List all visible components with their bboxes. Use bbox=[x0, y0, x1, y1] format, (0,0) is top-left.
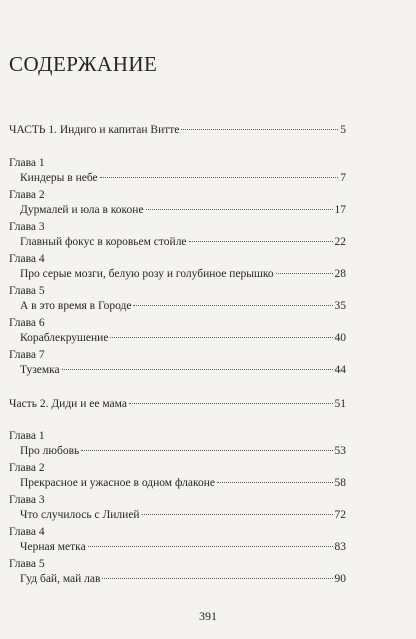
chapter-title: Главный фокус в коровьем стойле bbox=[20, 236, 187, 248]
chapter-title: Киндеры в небе bbox=[20, 172, 98, 184]
chapter-entry bbox=[20, 332, 346, 348]
chapter-label: Глава 2 bbox=[9, 189, 45, 201]
chapter-label: Глава 2 bbox=[9, 462, 45, 474]
page-number: 35 bbox=[334, 300, 346, 312]
chapter-title: Про любовь bbox=[20, 445, 80, 457]
page-number: 83 bbox=[334, 541, 346, 553]
chapter-label: Глава 4 bbox=[9, 253, 45, 265]
chapter-label: Глава 4 bbox=[9, 526, 45, 538]
chapter-entry bbox=[20, 236, 346, 252]
chapter-entry bbox=[20, 172, 346, 188]
chapter-entry bbox=[20, 445, 346, 461]
dot-leader bbox=[81, 450, 332, 451]
page-number: 58 bbox=[334, 477, 346, 489]
toc-heading: СОДЕРЖАНИЕ bbox=[9, 52, 158, 76]
dot-leader bbox=[110, 337, 332, 338]
dot-leader bbox=[146, 209, 333, 210]
chapter-entry bbox=[20, 477, 346, 493]
chapter-entry bbox=[20, 541, 346, 557]
page-number: 28 bbox=[334, 268, 346, 280]
chapter-label: Глава 1 bbox=[9, 430, 45, 442]
dot-leader bbox=[129, 403, 333, 404]
chapter-title: Про серые мозги, белую розу и голубиное перышко bbox=[20, 268, 274, 280]
dot-leader bbox=[189, 241, 333, 242]
dot-leader bbox=[62, 369, 333, 370]
chapter-title: Туземка bbox=[20, 364, 60, 376]
dot-leader bbox=[181, 129, 338, 130]
chapter-title: Кораблекрушение bbox=[20, 332, 109, 344]
chapter-label: Глава 5 bbox=[9, 285, 45, 297]
chapter-title: А в это время в Городе bbox=[20, 300, 132, 312]
chapter-entry bbox=[20, 573, 346, 589]
dot-leader bbox=[100, 177, 339, 178]
part-entry bbox=[9, 398, 346, 414]
part-title: Часть 2. Диди и ее мама bbox=[9, 398, 127, 410]
chapter-entry bbox=[20, 300, 346, 316]
page-number: 40 bbox=[334, 332, 346, 344]
chapter-entry bbox=[20, 268, 346, 284]
chapter-entry bbox=[20, 509, 346, 525]
chapter-label: Глава 3 bbox=[9, 494, 45, 506]
chapter-label: Глава 6 bbox=[9, 317, 45, 329]
part-entry bbox=[9, 124, 346, 140]
dot-leader bbox=[217, 482, 333, 483]
dot-leader bbox=[276, 273, 333, 274]
dot-leader bbox=[133, 305, 332, 306]
chapter-label: Глава 7 bbox=[9, 349, 45, 361]
chapter-title: Гуд бай, май лав bbox=[20, 573, 101, 585]
page-number: 72 bbox=[334, 509, 346, 521]
dot-leader bbox=[88, 546, 333, 547]
dot-leader bbox=[102, 578, 332, 579]
chapter-entry bbox=[20, 364, 346, 380]
page-number: 44 bbox=[334, 364, 346, 376]
chapter-label: Глава 5 bbox=[9, 558, 45, 570]
dot-leader bbox=[142, 514, 333, 515]
page-number: 22 bbox=[334, 236, 346, 248]
chapter-label: Глава 3 bbox=[9, 221, 45, 233]
page-number: 7 bbox=[340, 172, 346, 184]
chapter-entry bbox=[20, 204, 346, 220]
page-folio: 391 bbox=[199, 609, 217, 623]
page-number: 17 bbox=[334, 204, 346, 216]
page-number: 5 bbox=[340, 124, 346, 136]
page-number: 51 bbox=[334, 398, 346, 410]
chapter-title: Черная метка bbox=[20, 541, 86, 553]
chapter-title: Что случилось с Лилией bbox=[20, 509, 140, 521]
page-number: 90 bbox=[334, 573, 346, 585]
part-title: ЧАСТЬ 1. Индиго и капитан Витте bbox=[9, 124, 180, 136]
chapter-title: Прекрасное и ужасное в одном флаконе bbox=[20, 477, 215, 489]
page-number: 53 bbox=[334, 445, 346, 457]
chapter-label: Глава 1 bbox=[9, 157, 45, 169]
chapter-title: Дурмалей и юла в коконе bbox=[20, 204, 144, 216]
